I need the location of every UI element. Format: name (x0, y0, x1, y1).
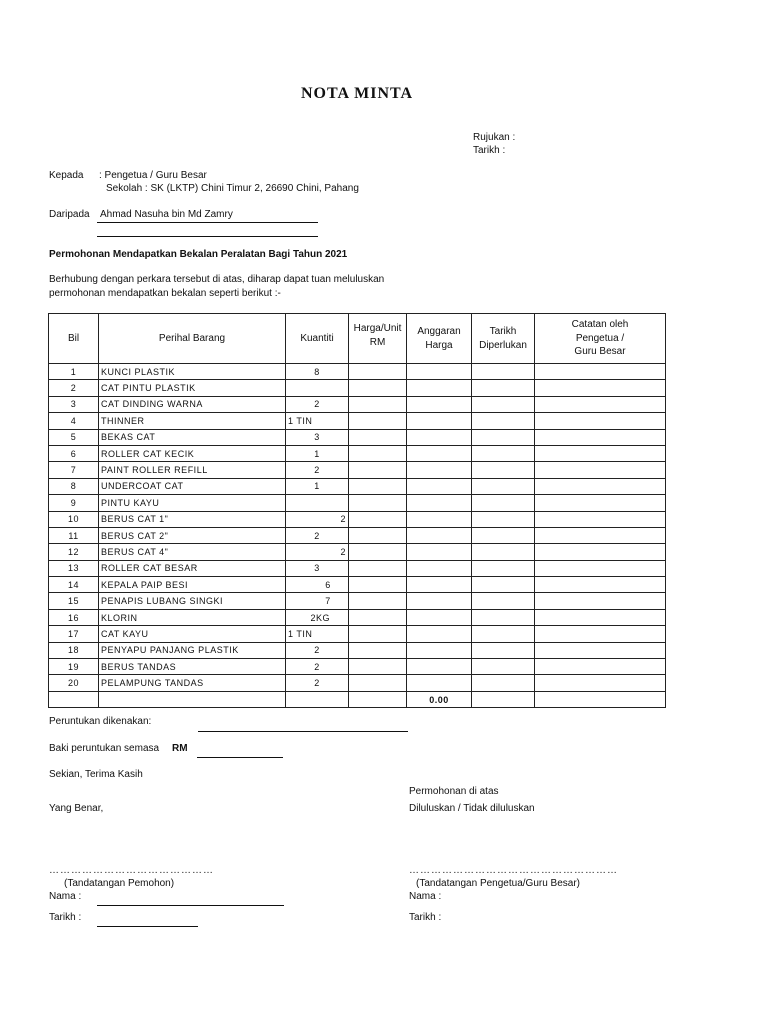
cell-estimated-price (407, 675, 472, 691)
cell-bil: 5 (49, 429, 99, 445)
cell-bil: 17 (49, 626, 99, 642)
cell-total: 0.00 (407, 691, 472, 707)
cell-estimated-price (407, 380, 472, 396)
baki-label: Baki peruntukan semasa (49, 743, 160, 754)
table-row (49, 495, 666, 511)
cell-date-needed (472, 626, 535, 642)
cell-remarks (535, 380, 666, 396)
cell-quantity: 3 (286, 429, 349, 445)
cell-remarks (535, 675, 666, 691)
table-row (49, 609, 666, 625)
table-row (49, 544, 666, 560)
cell-remarks (535, 364, 666, 380)
approval-status-label: Diluluskan / Tidak diluluskan (409, 803, 535, 814)
yang-benar-text: Yang Benar, (49, 803, 104, 814)
cell-quantity: 2 (286, 544, 349, 560)
cell-unit-price (349, 659, 407, 675)
table-row (49, 380, 666, 396)
cell-quantity (286, 380, 349, 396)
cell-unit-price (349, 527, 407, 543)
cell-date-needed (472, 642, 535, 658)
cell-remarks (535, 626, 666, 642)
cell-unit-price (349, 413, 407, 429)
cell-item: CAT DINDING WARNA (99, 396, 286, 412)
cell-estimated-price (407, 527, 472, 543)
cell-date-needed (472, 396, 535, 412)
table-row (49, 675, 666, 691)
cell-item: KLORIN (99, 609, 286, 625)
cell-estimated-price (407, 642, 472, 658)
cell-bil: 15 (49, 593, 99, 609)
cell-quantity: 2KG (286, 609, 349, 625)
header-perihal: Perihal Barang (99, 314, 286, 364)
cell-remarks (535, 544, 666, 560)
cell-bil: 10 (49, 511, 99, 527)
cell-bil: 7 (49, 462, 99, 478)
cell-bil: 14 (49, 577, 99, 593)
cell-bil: 18 (49, 642, 99, 658)
header-bil: Bil (49, 314, 99, 364)
table-header-row (49, 314, 666, 364)
cell-remarks (535, 396, 666, 412)
peruntukan-line (198, 731, 408, 732)
cell-date-needed (472, 478, 535, 494)
cell-unit-price (349, 593, 407, 609)
cell-bil: 13 (49, 560, 99, 576)
table-row (49, 642, 666, 658)
table-row (49, 626, 666, 642)
header-anggaran: Anggaran Harga (407, 314, 472, 364)
cell-estimated-price (407, 609, 472, 625)
cell-remarks (535, 527, 666, 543)
baki-currency: RM (172, 743, 188, 754)
cell-unit-price (349, 478, 407, 494)
cell-quantity: 2 (286, 511, 349, 527)
kepada-label: Kepada (49, 170, 84, 181)
cell-remarks (535, 642, 666, 658)
cell-estimated-price (407, 593, 472, 609)
daripada-name: Ahmad Nasuha bin Md Zamry (100, 209, 233, 220)
cell-unit-price (349, 609, 407, 625)
headmaster-tarikh-label: Tarikh : (409, 912, 442, 923)
cell-remarks (535, 478, 666, 494)
cell-quantity: 2 (286, 659, 349, 675)
cell-item: BERUS TANDAS (99, 659, 286, 675)
cell-item: UNDERCOAT CAT (99, 478, 286, 494)
cell-unit-price (349, 675, 407, 691)
cell-bil: 20 (49, 675, 99, 691)
cell-item: KUNCI PLASTIK (99, 364, 286, 380)
table-row (49, 593, 666, 609)
cell-bil: 9 (49, 495, 99, 511)
cell-quantity: 8 (286, 364, 349, 380)
cell-bil: 19 (49, 659, 99, 675)
table-row (49, 511, 666, 527)
table-row (49, 527, 666, 543)
table-row (49, 462, 666, 478)
cell-date-needed (472, 364, 535, 380)
cell-remarks (535, 659, 666, 675)
page-title: NOTA MINTA (300, 85, 414, 102)
cell-quantity: 2 (286, 396, 349, 412)
cell-item: PINTU KAYU (99, 495, 286, 511)
applicant-signature-dots: ……………………………………… (49, 865, 214, 876)
cell-date-needed (472, 445, 535, 461)
cell-estimated-price (407, 626, 472, 642)
cell-bil: 3 (49, 396, 99, 412)
table-row (49, 560, 666, 576)
tarikh-label: Tarikh : (473, 145, 506, 156)
cell-estimated-price (407, 462, 472, 478)
cell-item: KEPALA PAIP BESI (99, 577, 286, 593)
cell-estimated-price (407, 396, 472, 412)
cell-unit-price (349, 511, 407, 527)
header-harga: Harga/Unit RM (349, 314, 407, 364)
cell-remarks (535, 413, 666, 429)
cell-bil: 1 (49, 364, 99, 380)
cell-date-needed (472, 577, 535, 593)
table-row (49, 478, 666, 494)
baki-line (197, 757, 283, 758)
cell-remarks (535, 609, 666, 625)
cell-bil: 8 (49, 478, 99, 494)
cell-remarks (535, 445, 666, 461)
headmaster-nama-label: Nama : (409, 891, 442, 902)
cell-unit-price (349, 626, 407, 642)
cell-item: BERUS CAT 4" (99, 544, 286, 560)
cell-estimated-price (407, 445, 472, 461)
cell-estimated-price (407, 560, 472, 576)
cell-quantity (286, 495, 349, 511)
permohonan-label: Permohonan di atas (409, 786, 499, 797)
table-row (49, 413, 666, 429)
cell-item: PENYAPU PANJANG PLASTIK (99, 642, 286, 658)
intro-line-2: permohonan mendapatkan bekalan seperti berikut :- (49, 288, 281, 299)
headmaster-signature-label: (Tandatangan Pengetua/Guru Besar) (416, 878, 580, 889)
cell-empty (49, 691, 99, 707)
cell-estimated-price (407, 413, 472, 429)
cell-unit-price (349, 560, 407, 576)
cell-date-needed (472, 429, 535, 445)
cell-estimated-price (407, 495, 472, 511)
cell-item: BERUS CAT 2" (99, 527, 286, 543)
cell-remarks (535, 593, 666, 609)
header-kuantiti: Kuantiti (286, 314, 349, 364)
cell-bil: 2 (49, 380, 99, 396)
intro-line-1: Berhubung dengan perkara tersebut di atas, diharap dapat tuan meluluskan (49, 274, 385, 285)
cell-item: PELAMPUNG TANDAS (99, 675, 286, 691)
header-catatan: Catatan oleh Pengetua / Guru Besar (535, 314, 666, 364)
cell-item: BEKAS CAT (99, 429, 286, 445)
cell-date-needed (472, 560, 535, 576)
cell-bil: 11 (49, 527, 99, 543)
daripada-underline (97, 222, 318, 223)
cell-item: CAT KAYU (99, 626, 286, 642)
table-total-row (49, 691, 666, 707)
cell-estimated-price (407, 364, 472, 380)
cell-item: PENAPIS LUBANG SINGKI (99, 593, 286, 609)
cell-item: ROLLER CAT BESAR (99, 560, 286, 576)
cell-quantity: 2 (286, 675, 349, 691)
daripada-label: Daripada (49, 209, 90, 220)
cell-unit-price (349, 429, 407, 445)
applicant-tarikh-label: Tarikh : (49, 912, 82, 923)
cell-item: ROLLER CAT KECIK (99, 445, 286, 461)
cell-quantity: 2 (286, 642, 349, 658)
cell-item: BERUS CAT 1" (99, 511, 286, 527)
cell-date-needed (472, 609, 535, 625)
cell-unit-price (349, 577, 407, 593)
cell-unit-price (349, 364, 407, 380)
cell-empty (472, 691, 535, 707)
cell-empty (535, 691, 666, 707)
cell-bil: 6 (49, 445, 99, 461)
cell-unit-price (349, 642, 407, 658)
cell-unit-price (349, 445, 407, 461)
peruntukan-label: Peruntukan dikenakan: (49, 716, 152, 727)
cell-empty (99, 691, 286, 707)
cell-estimated-price (407, 511, 472, 527)
sekian-text: Sekian, Terima Kasih (49, 769, 143, 780)
cell-unit-price (349, 544, 407, 560)
cell-unit-price (349, 495, 407, 511)
cell-unit-price (349, 380, 407, 396)
headmaster-signature-dots: ………………………………………………… (409, 865, 618, 876)
cell-remarks (535, 511, 666, 527)
table-row (49, 577, 666, 593)
cell-date-needed (472, 593, 535, 609)
table-row (49, 445, 666, 461)
cell-quantity: 1 TIN (286, 413, 349, 429)
cell-bil: 16 (49, 609, 99, 625)
cell-remarks (535, 577, 666, 593)
cell-quantity: 2 (286, 527, 349, 543)
applicant-nama-line (97, 905, 284, 906)
cell-estimated-price (407, 478, 472, 494)
daripada-underline-2 (97, 236, 318, 237)
subject-line: Permohonan Mendapatkan Bekalan Peralatan Bagi Tahun 2021 (49, 249, 348, 260)
cell-empty (349, 691, 407, 707)
cell-date-needed (472, 380, 535, 396)
cell-quantity: 3 (286, 560, 349, 576)
cell-date-needed (472, 659, 535, 675)
cell-empty (286, 691, 349, 707)
cell-remarks (535, 495, 666, 511)
table-row (49, 364, 666, 380)
cell-date-needed (472, 413, 535, 429)
table-row (49, 396, 666, 412)
cell-item: PAINT ROLLER REFILL (99, 462, 286, 478)
cell-item: THINNER (99, 413, 286, 429)
cell-quantity: 7 (286, 593, 349, 609)
cell-date-needed (472, 462, 535, 478)
items-table (48, 313, 666, 708)
cell-bil: 12 (49, 544, 99, 560)
applicant-tarikh-line (97, 926, 198, 927)
applicant-signature-label: (Tandatangan Pemohon) (64, 878, 175, 889)
applicant-nama-label: Nama : (49, 891, 82, 902)
cell-date-needed (472, 544, 535, 560)
kepada-recipient: : Pengetua / Guru Besar (99, 170, 207, 181)
cell-date-needed (472, 527, 535, 543)
cell-remarks (535, 462, 666, 478)
cell-date-needed (472, 675, 535, 691)
cell-quantity: 6 (286, 577, 349, 593)
cell-item: CAT PINTU PLASTIK (99, 380, 286, 396)
cell-bil: 4 (49, 413, 99, 429)
cell-estimated-price (407, 659, 472, 675)
cell-quantity: 1 (286, 478, 349, 494)
cell-quantity: 2 (286, 462, 349, 478)
cell-remarks (535, 560, 666, 576)
cell-date-needed (472, 495, 535, 511)
header-tarikh: Tarikh Diperlukan (472, 314, 535, 364)
table-row (49, 659, 666, 675)
cell-date-needed (472, 511, 535, 527)
cell-estimated-price (407, 544, 472, 560)
cell-remarks (535, 429, 666, 445)
cell-unit-price (349, 396, 407, 412)
cell-estimated-price (407, 577, 472, 593)
rujukan-label: Rujukan : (473, 132, 516, 143)
cell-estimated-price (407, 429, 472, 445)
cell-unit-price (349, 462, 407, 478)
cell-quantity: 1 TIN (286, 626, 349, 642)
table-row (49, 429, 666, 445)
cell-quantity: 1 (286, 445, 349, 461)
kepada-school: Sekolah : SK (LKTP) Chini Timur 2, 26690 Chini, Pahang (106, 183, 359, 194)
